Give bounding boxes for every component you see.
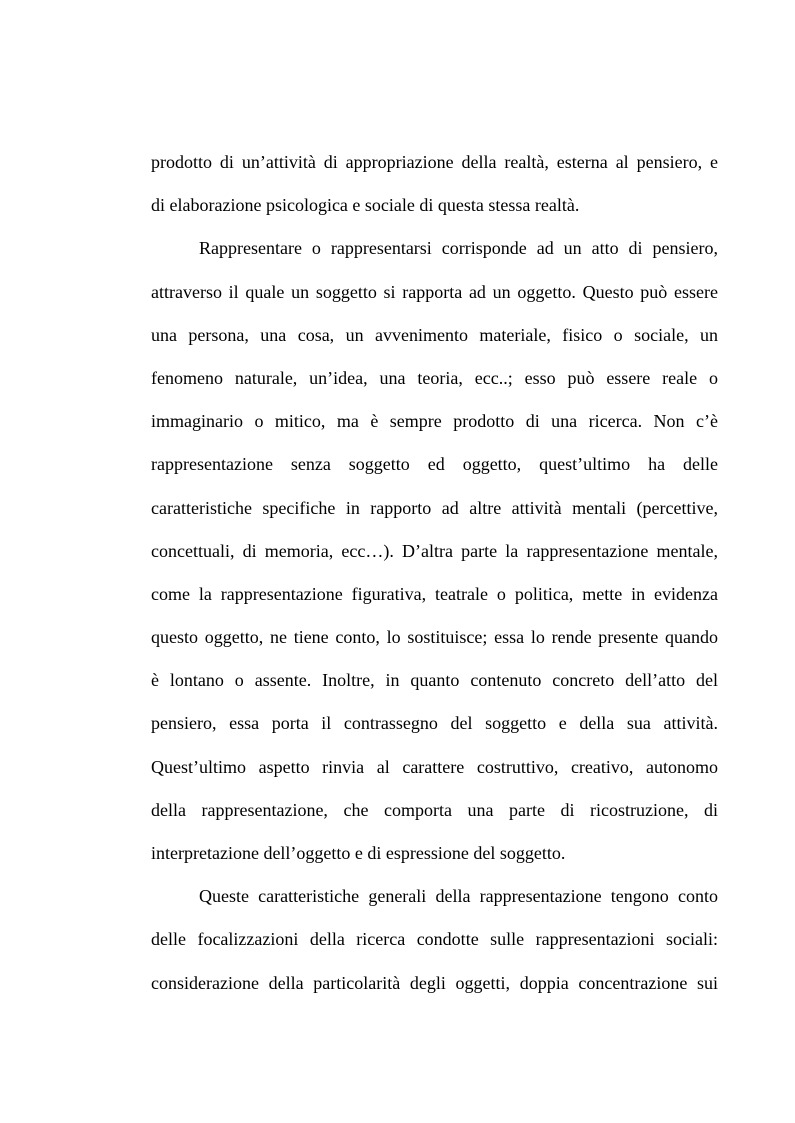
- text-line: Quest’ultimo aspetto rinvia al carattere costruttivo, creativo, autonomo: [151, 756, 718, 777]
- text-line: delle focalizzazioni della ricerca condotte sulle rappresentazioni sociali:: [151, 929, 718, 950]
- text-line: caratteristiche specifiche in rapporto ad altre attività mentali (percettive,: [151, 497, 718, 518]
- paragraph-start-line: Queste caratteristiche generali della rappresentazione tengono conto: [199, 886, 718, 907]
- text-line: immaginario o mitico, ma è sempre prodotto di una ricerca. Non c’è: [151, 411, 718, 432]
- text-line: pensiero, essa porta il contrassegno del soggetto e della sua attività.: [151, 713, 718, 734]
- text-line: come la rappresentazione figurativa, teatrale o politica, mette in evidenza: [151, 583, 718, 604]
- text-line: rappresentazione senza soggetto ed oggetto, quest’ultimo ha delle: [151, 454, 718, 475]
- text-line: questo oggetto, ne tiene conto, lo sostituisce; essa lo rende presente quando: [151, 627, 718, 648]
- text-line: considerazione della particolarità degli oggetti, doppia concentrazione sui: [151, 972, 718, 993]
- text-line: concettuali, di memoria, ecc…). D’altra parte la rappresentazione mentale,: [151, 540, 718, 561]
- text-line: della rappresentazione, che comporta una parte di ricostruzione, di: [151, 799, 718, 820]
- body-text: [151, 146, 718, 1010]
- text-line: prodotto di un’attività di appropriazione della realtà, esterna al pensiero, e: [151, 152, 718, 172]
- text-line: di elaborazione psicologica e sociale di questa stessa realtà.: [151, 195, 580, 216]
- paragraph-start-line: Rappresentare o rappresentarsi corrisponde ad un atto di pensiero,: [199, 238, 718, 259]
- text-line: una persona, una cosa, un avvenimento materiale, fisico o sociale, un: [151, 324, 718, 345]
- text-line: attraverso il quale un soggetto si rapporta ad un oggetto. Questo può essere: [151, 281, 718, 302]
- text-line: fenomeno naturale, un’idea, una teoria, ecc..; esso può essere reale o: [151, 367, 718, 388]
- text-line: interpretazione dell’oggetto e di espressione del soggetto.: [151, 843, 566, 863]
- text-line: è lontano o assente. Inoltre, in quanto contenuto concreto dell’atto del: [151, 670, 718, 691]
